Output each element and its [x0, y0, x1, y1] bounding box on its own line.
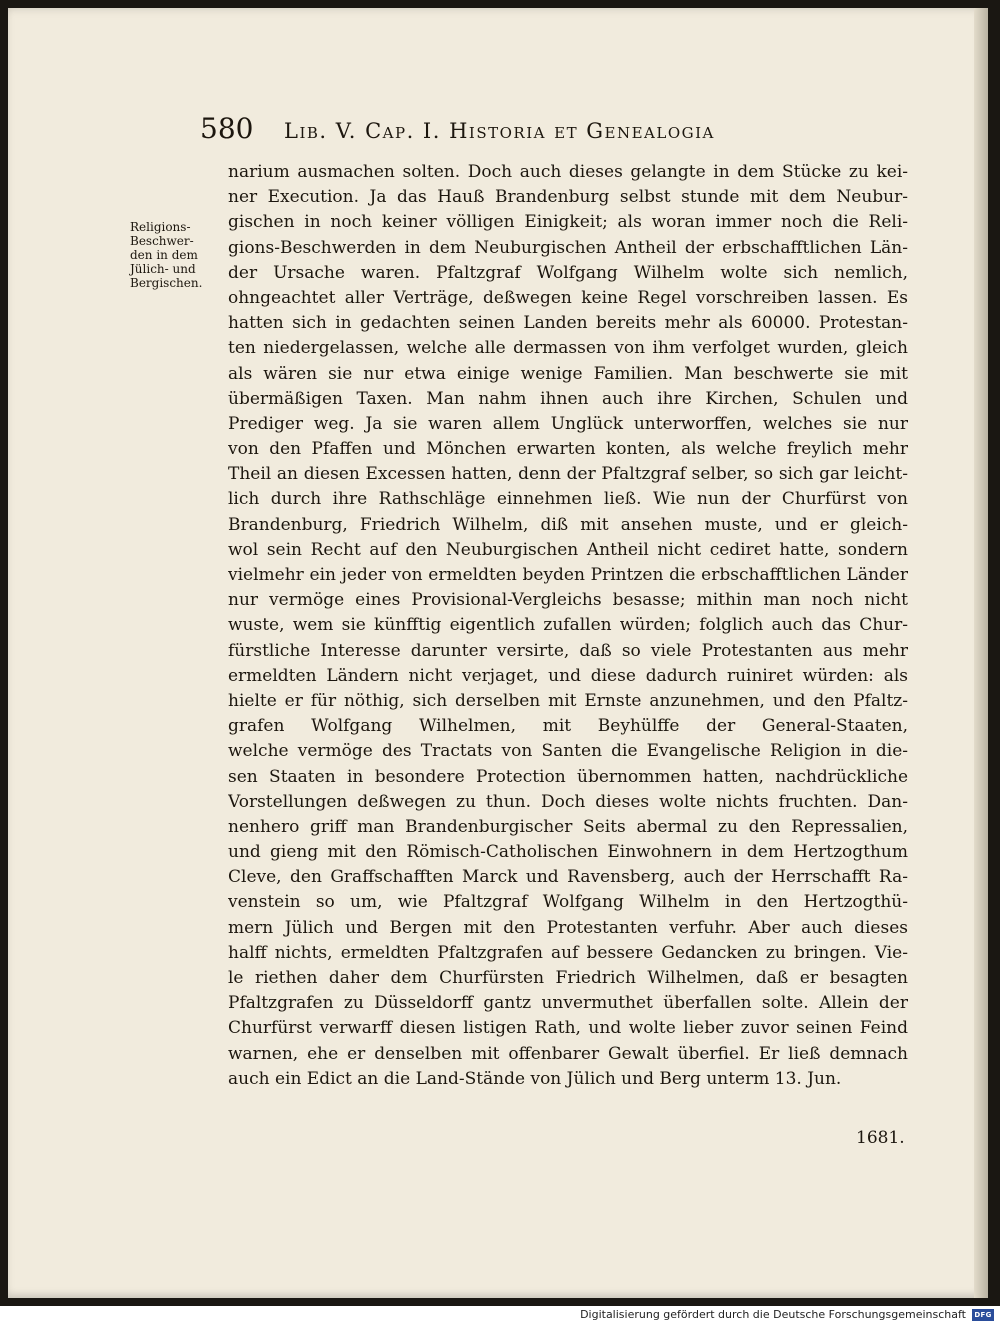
text-line: wuste, wem sie künfftig eigentlich zufallen würden; folglich auch das Chur-	[228, 615, 908, 636]
text-line: mern Jülich und Bergen mit den Protestanten verfuhr. Aber auch dieses	[228, 917, 908, 938]
text-line: Vorstellungen deßwegen zu thun. Doch dieses wolte nichts fruchten. Dan-	[228, 791, 908, 812]
text-line: wol sein Recht auf den Neuburgischen Antheil nicht cediret hatte, sondern	[228, 539, 908, 560]
text-line: Brandenburg, Friedrich Wilhelm, diß mit ansehen muste, und er gleich-	[228, 514, 908, 535]
page-number: 580	[200, 112, 254, 145]
page-header	[200, 112, 840, 152]
footer-bar	[0, 1306, 1000, 1323]
text-line: sen Staaten in besondere Protection übernommen hatten, nachdrückliche	[228, 766, 908, 787]
running-head: Lib. V. Cap. I. Historia et Genealogia	[284, 119, 715, 143]
text-line: nenhero griff man Brandenburgischer Seits abermal zu den Repressalien,	[228, 816, 908, 837]
text-line: und gieng mit den Römisch-Catholischen Einwohnern in dem Hertzogthum	[228, 842, 908, 863]
text-line: welche vermöge des Tractats von Santen die Evangelische Religion in die-	[228, 741, 908, 762]
text-line: Prediger weg. Ja sie waren allem Unglück unterworffen, welches sie nur	[228, 413, 908, 434]
catchword: 1681.	[856, 1128, 905, 1148]
text-line: als wären sie nur etwa einige wenige Familien. Man beschwerte sie mit	[228, 363, 908, 384]
text-line: auch ein Edict an die Land-Stände von Jülich und Berg unterm 13. Jun.	[228, 1068, 842, 1089]
text-line: nur vermöge eines Provisional-Vergleichs besasse; mithin man noch nicht	[228, 590, 908, 611]
margin-note-line: Jülich- und	[130, 262, 196, 276]
text-line: ermeldten Ländern nicht verjaget, und diese dadurch ruiniret würden: als	[228, 665, 908, 686]
text-line: warnen, ehe er denselben mit offenbarer Gewalt überfiel. Er ließ demnach	[228, 1043, 908, 1064]
text-line: Cleve, den Graffschafften Marck und Ravensberg, auch der Herrschafft Ra-	[228, 867, 908, 888]
footer-credit: Digitalisierung gefördert durch die Deutsche Forschungsgemeinschaft	[580, 1308, 966, 1321]
text-line: fürstliche Interesse darunter versirte, daß so viele Protestanten aus mehr	[228, 640, 908, 661]
text-line: Pfaltzgrafen zu Düsseldorff gantz unvermuthet überfallen solte. Allein der	[228, 993, 908, 1014]
text-line: Theil an diesen Excessen hatten, denn der Pfaltzgraf selber, so sich gar leicht-	[228, 464, 908, 485]
dfg-logo: DFG	[972, 1309, 994, 1321]
text-line: gions-Beschwerden in dem Neuburgischen Antheil der erbschafftlichen Län-	[228, 237, 908, 258]
margin-note-line: Beschwer-	[130, 234, 194, 248]
text-line: hielte er für nöthig, sich derselben mit Ernste anzunehmen, und den Pfaltz-	[228, 690, 908, 711]
text-line: ohngeachtet aller Verträge, deßwegen keine Regel vorschreiben lassen. Es	[228, 287, 908, 308]
text-line: der Ursache waren. Pfaltzgraf Wolfgang Wilhelm wolte sich nemlich,	[228, 262, 908, 283]
margin-note-line: Bergischen.	[130, 276, 203, 290]
body-text	[228, 160, 908, 1092]
text-line: ten niedergelassen, welche alle dermassen von ihm verfolget wurden, gleich	[228, 338, 908, 359]
text-line: lich durch ihre Rathschläge einnehmen ließ. Wie nun der Churfürst von	[228, 489, 908, 510]
text-line: ner Execution. Ja das Hauß Brandenburg selbst stunde mit dem Neubur-	[228, 187, 908, 208]
text-line: le riethen daher dem Churfürsten Friedrich Wilhelmen, daß er besagten	[228, 968, 908, 988]
text-line: narium ausmachen solten. Doch auch dieses gelangte in dem Stücke zu kei-	[228, 162, 908, 182]
margin-note-line: Religions-	[130, 220, 191, 234]
text-line: hatten sich in gedachten seinen Landen bereits mehr als 60000. Protestan-	[228, 313, 908, 334]
text-line: vielmehr ein jeder von ermeldten beyden Printzen die erbschafftlichen Länder	[228, 565, 908, 585]
page-edge	[974, 8, 988, 1298]
margin-note	[130, 220, 222, 290]
text-line: Churfürst verwarff diesen listigen Rath, und wolte lieber zuvor seinen Feind	[228, 1018, 908, 1039]
text-line: von den Pfaffen und Mönchen erwarten konten, als welche freylich mehr	[228, 439, 908, 460]
text-line: übermäßigen Taxen. Man nahm ihnen auch ihre Kirchen, Schulen und	[228, 388, 908, 409]
margin-note-line: den in dem	[130, 248, 198, 262]
text-line: gischen in noch keiner völligen Einigkeit; als woran immer noch die Reli-	[228, 212, 908, 233]
text-line: halff nichts, ermeldten Pfaltzgrafen auf bessere Gedancken zu bringen. Vie-	[228, 942, 908, 963]
text-line: venstein so um, wie Pfaltzgraf Wolfgang Wilhelm in den Hertzogthü-	[228, 892, 908, 913]
text-line: grafen Wolfgang Wilhelmen, mit Beyhülffe der General-Staaten,	[228, 716, 908, 737]
